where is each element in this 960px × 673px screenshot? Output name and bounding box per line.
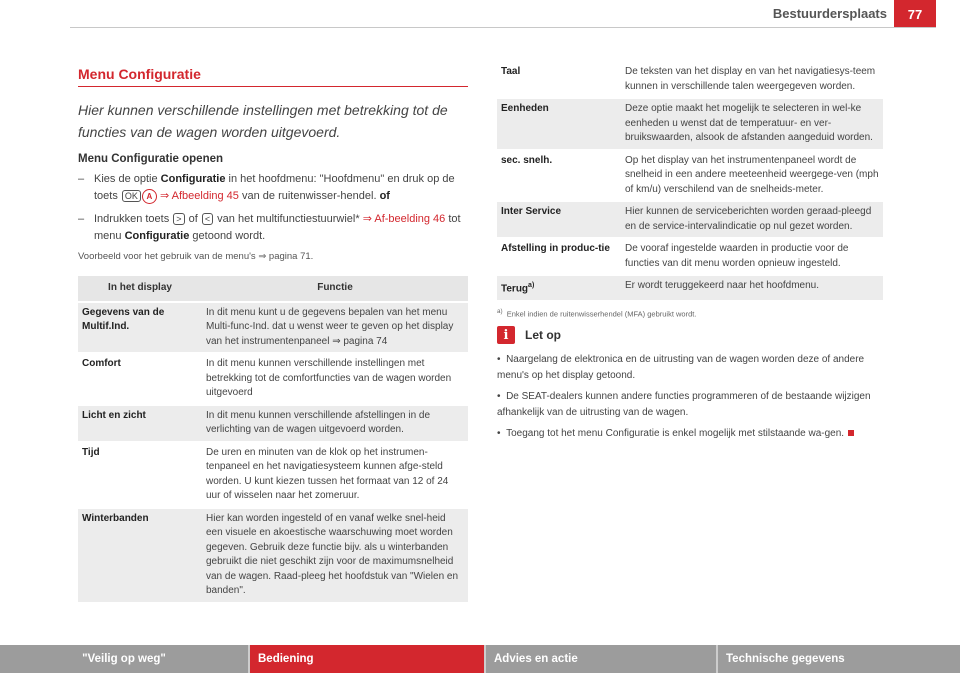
left-column: [78, 66, 468, 602]
a-key-icon: A: [142, 189, 157, 204]
usage-note: Voorbeeld voor het gebruik van de menu's ⇒ pagina 71.: [78, 251, 314, 262]
step-text: van het multifunctiestuurwiel*: [214, 213, 363, 225]
right-key-icon: >: [173, 213, 184, 225]
bullet-dot: •: [497, 391, 501, 403]
step-2: [78, 211, 468, 245]
step-bold: Configuratie: [124, 230, 190, 242]
menu-table-continued: [497, 60, 883, 300]
bullet-item: [497, 389, 883, 420]
bullet-text: Naargelang de elektronica en de uitrusting van de wagen worden deze of andere menu's op het display getoond.: [497, 354, 865, 381]
step-text: of: [185, 213, 201, 225]
table-row: [78, 405, 468, 442]
table-key: Gegevens van de Multif.Ind.: [78, 302, 202, 354]
table-value: Er wordt teruggekeerd naar het hoofdmenu.: [621, 275, 883, 300]
bullet-item: [497, 426, 883, 442]
table-row: [497, 275, 883, 300]
footnote-text: Enkel indien de ruitenwisserhendel (MFA) gebruikt wordt.: [506, 309, 697, 319]
step-bold: Configuratie: [160, 173, 226, 185]
table-key: Eenheden: [497, 98, 621, 150]
table-key-text: Terug: [501, 283, 529, 295]
intro-text: Hier kunnen verschillende instellingen met betrekking tot de functies van de wagen worden uitgevoerd.: [78, 102, 448, 140]
table-value: De uren en minuten van de klok op het instrumen-tenpaneel en het navigatiesysteem kunnen afge-steld worden. U kunt kiezen tussen het formaat van 12 of 24 uur of wisselen naar het zomeruur.: [202, 442, 468, 508]
let-op-heading: [497, 326, 883, 344]
table-row: [497, 238, 883, 275]
table-value: Deze optie maakt het mogelijk te selecteren in wel-ke eenheden u wenst dat de temperatuur- en ver-bruikswaarden, alsook de afstanden aangeduid worden.: [621, 98, 883, 150]
bullet-item: [497, 352, 883, 383]
table-key: [497, 275, 621, 300]
footer-tab-veilig-op-weg[interactable]: "Veilig op weg": [0, 645, 248, 673]
figure-46-link[interactable]: ⇒ Af-beelding 46: [362, 213, 446, 225]
footnote-ref: a): [528, 282, 535, 289]
bullet-dot: •: [497, 428, 501, 440]
table-value: Op het display van het instrumentenpaneel wordt de snelheid in een andere meeteenheid weergege-ven (mph of km/u) verschilend van de snelheids-meter.: [621, 150, 883, 202]
table-row: [78, 508, 468, 602]
table-row: [78, 302, 468, 354]
menu-table: [78, 276, 468, 602]
step-dash: –: [78, 213, 85, 225]
left-key-icon: <: [202, 213, 213, 225]
table-value: In dit menu kunt u de gegevens bepalen van het menu Multi-func-Ind. dat u wenst weer te geven op het display van het instrumentenpaneel ⇒ pagina 74: [202, 302, 468, 354]
table-key: Licht en zicht: [78, 405, 202, 442]
table-key: Tijd: [78, 442, 202, 508]
table-row: [497, 61, 883, 98]
step-text: in het hoofdmenu: "Hoofdmenu" en druk op de toets: [94, 173, 455, 202]
table-key: Inter Service: [497, 201, 621, 238]
table-value: De vooraf ingestelde waarden in productie voor de functies van dit menu worden opnieuw ingesteld.: [621, 238, 883, 275]
header-title: Bestuurdersplaats: [772, 6, 887, 21]
table-value: Hier kan worden ingesteld of en vanaf welke snel-heid een visuele en akoestische waarschuwing moet worden gegeven. Gebruik deze functie bijv. als u winterbanden gebruikt die niet geschikt zijn voor de maximumsnelheid van de wagen. Raad-pleeg het hoofdstuk van "Wielen en banden".: [202, 508, 468, 602]
table-key: Winterbanden: [78, 508, 202, 602]
step-text: van de ruitenwisser-hendel.: [238, 190, 380, 202]
table-row: [497, 98, 883, 150]
step-dash: –: [78, 173, 85, 185]
table-header: Functie: [202, 276, 468, 302]
sub-title: Menu Configuratie openen: [78, 153, 224, 165]
section-end-marker: [848, 430, 854, 436]
footer-tab-bediening[interactable]: Bediening: [250, 645, 484, 673]
table-row: [78, 442, 468, 508]
step-text: getoond wordt.: [189, 230, 266, 242]
table-row: [78, 353, 468, 405]
footnote: [497, 308, 883, 319]
step-bold: of: [379, 190, 390, 202]
right-column: [497, 60, 883, 448]
table-header: In het display: [78, 276, 202, 302]
header-rule: [70, 27, 936, 28]
table-key: Taal: [497, 61, 621, 98]
bullet-dot: •: [497, 354, 501, 366]
table-value: De teksten van het display en van het navigatiesys-teem kunnen in verschillende talen weergegeven worden.: [621, 61, 883, 98]
bullet-text: Toegang tot het menu Configuratie is enkel mogelijk met stilstaande wa-gen.: [506, 428, 845, 440]
footer-bar: [0, 645, 960, 673]
table-value: In dit menu kunnen verschillende afstellingen in de verlichting van de wagen uitgevoerd worden.: [202, 405, 468, 442]
ok-key-icon: OK: [122, 190, 141, 202]
step-text: tot menu: [94, 213, 461, 242]
bullet-text: De SEAT-dealers kunnen andere functies programmeren of de bestaande wijzigen afhankelijk van de uitrusting van de wagen.: [497, 391, 871, 418]
table-row: [497, 201, 883, 238]
step-1: [78, 171, 468, 205]
step-text: Kies de optie: [94, 173, 161, 185]
page-number: 77: [894, 0, 936, 28]
step-text: Indrukken toets: [94, 213, 173, 225]
table-value: Hier kunnen de serviceberichten worden geraad-pleegd en de service-intervalindicatie op nul gezet worden.: [621, 201, 883, 238]
table-header-row: [78, 276, 468, 302]
table-key: Comfort: [78, 353, 202, 405]
table-key: Afstelling in produc-tie: [497, 238, 621, 275]
table-row: [497, 150, 883, 202]
footnote-mark: a): [497, 307, 503, 315]
table-key: sec. snelh.: [497, 150, 621, 202]
footer-tab-technische-gegevens[interactable]: Technische gegevens: [718, 645, 960, 673]
section-title: Menu Configuratie: [78, 66, 468, 87]
info-icon: i: [497, 326, 515, 344]
table-value: In dit menu kunnen verschillende instellingen met betrekking tot de comfortfuncties van de wagen worden uitgevoerd: [202, 353, 468, 405]
let-op-title: Let op: [525, 328, 561, 343]
footer-tab-advies-en-actie[interactable]: Advies en actie: [486, 645, 716, 673]
figure-45-link[interactable]: ⇒ Afbeelding 45: [156, 190, 239, 202]
